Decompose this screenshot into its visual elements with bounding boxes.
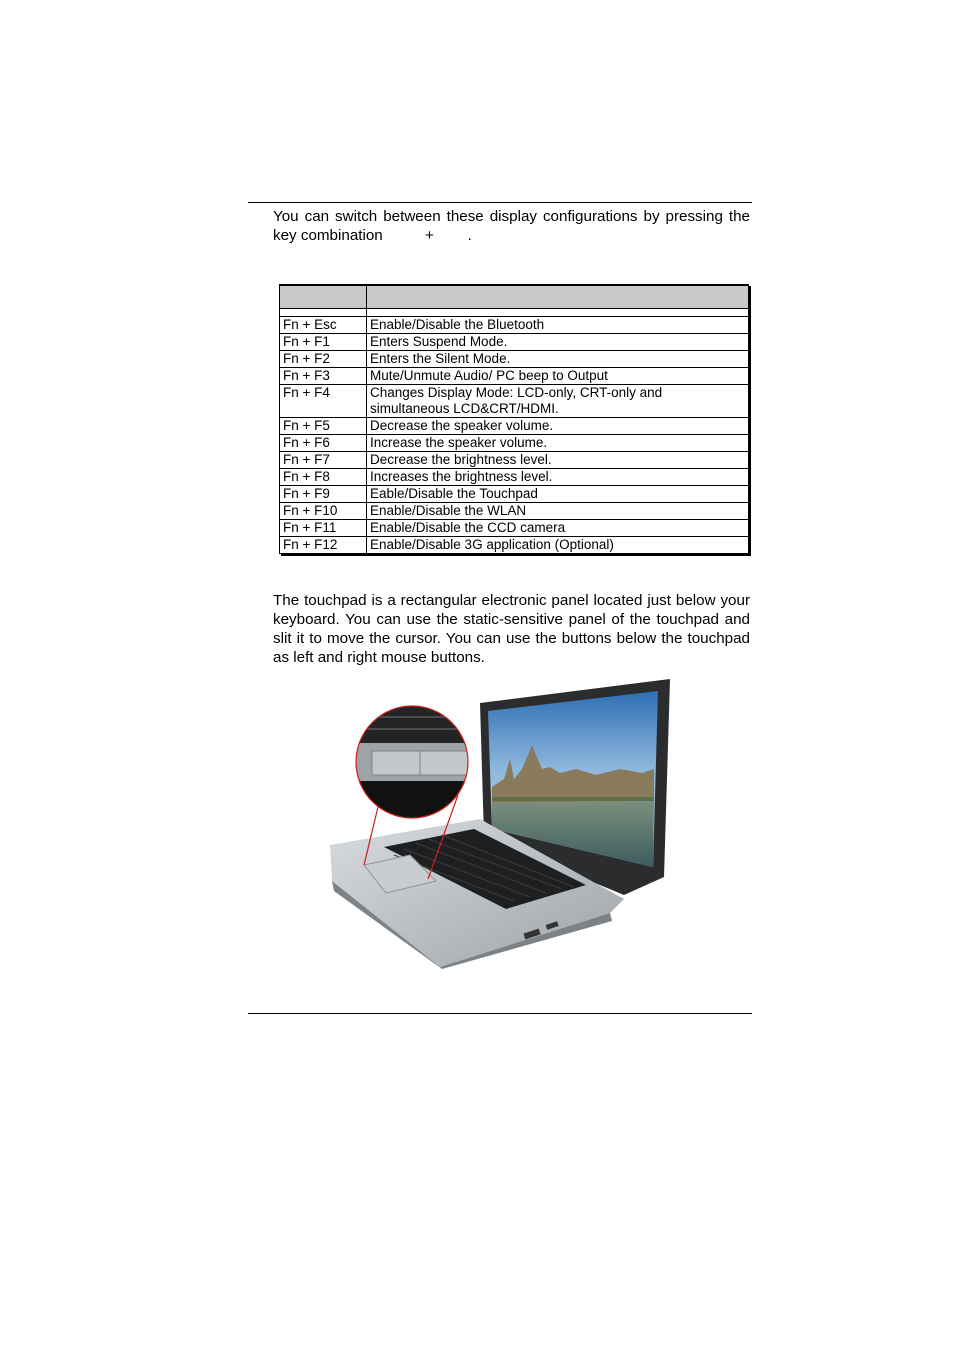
fn-key-function: Increase the speaker volume. [367,435,749,452]
fn-table-row [280,537,749,554]
fn-table-row [280,435,749,452]
touchpad-paragraph: The touchpad is a rectangular electronic panel located just below your keyboard. You can use the static-sensitive panel of the touchpad and slit it to move the cursor. You can use the buttons below the touchpad as left and right mouse buttons. [273,592,750,666]
fn-key-function: Changes Display Mode: LCD-only, CRT-only and simultaneous LCD&CRT/HDMI. [367,385,749,418]
fn-table-spacer [280,309,749,317]
laptop-illustration [324,669,676,969]
fn-key-function: Enters the Silent Mode. [367,351,749,368]
fn-table-row [280,469,749,486]
fn-key-combo: Fn + F5 [280,418,367,435]
fn-key-function: Enable/Disable the WLAN [367,503,749,520]
fn-key-function: Decrease the brightness level. [367,452,749,469]
fn-key-function: Enable/Disable 3G application (Optional) [367,537,749,554]
fn-key-combo: Fn + F9 [280,486,367,503]
fn-key-combo: Fn + F4 [280,385,367,418]
fn-table-row [280,486,749,503]
fn-table-row [280,317,749,334]
laptop-touchpad-figure [324,669,676,969]
fn-table-row [280,368,749,385]
intro-plus: + [424,227,434,244]
fn-key-combo: Fn + F6 [280,435,367,452]
fn-key-function: Enters Suspend Mode. [367,334,749,351]
fn-key-function: Eable/Disable the Touchpad [367,486,749,503]
bottom-rule [248,1013,752,1014]
fn-key-table [279,284,749,554]
fn-key-combo: Fn + F1 [280,334,367,351]
fn-key-combo: Fn + F12 [280,537,367,554]
fn-table-row [280,520,749,537]
fn-table-row [280,452,749,469]
fn-key-combo: Fn + Esc [280,317,367,334]
fn-key-function: Enable/Disable the Bluetooth [367,317,749,334]
fn-table-row [280,351,749,368]
fn-key-combo: Fn + F7 [280,452,367,469]
fn-table-row [280,418,749,435]
fn-key-function: Enable/Disable the CCD camera [367,520,749,537]
fn-table-row [280,334,749,351]
intro-paragraph [273,207,750,245]
top-rule [248,202,752,203]
fn-table-header-key [280,285,367,309]
fn-key-combo: Fn + F3 [280,368,367,385]
fn-table-header-row [280,285,749,309]
fn-table-header-function [367,285,749,309]
fn-key-combo: Fn + F2 [280,351,367,368]
fn-table-row [280,503,749,520]
intro-period: . [467,227,472,244]
fn-key-combo: Fn + F10 [280,503,367,520]
fn-key-function: Decrease the speaker volume. [367,418,749,435]
fn-table-body [280,309,749,554]
fn-key-combo: Fn + F11 [280,520,367,537]
fn-key-combo: Fn + F8 [280,469,367,486]
fn-key-function: Mute/Unmute Audio/ PC beep to Output [367,368,749,385]
intro-text: You can switch between these display configurations by pressing the key combination [273,208,750,244]
fn-table-row [280,385,749,418]
fn-key-function: Increases the brightness level. [367,469,749,486]
